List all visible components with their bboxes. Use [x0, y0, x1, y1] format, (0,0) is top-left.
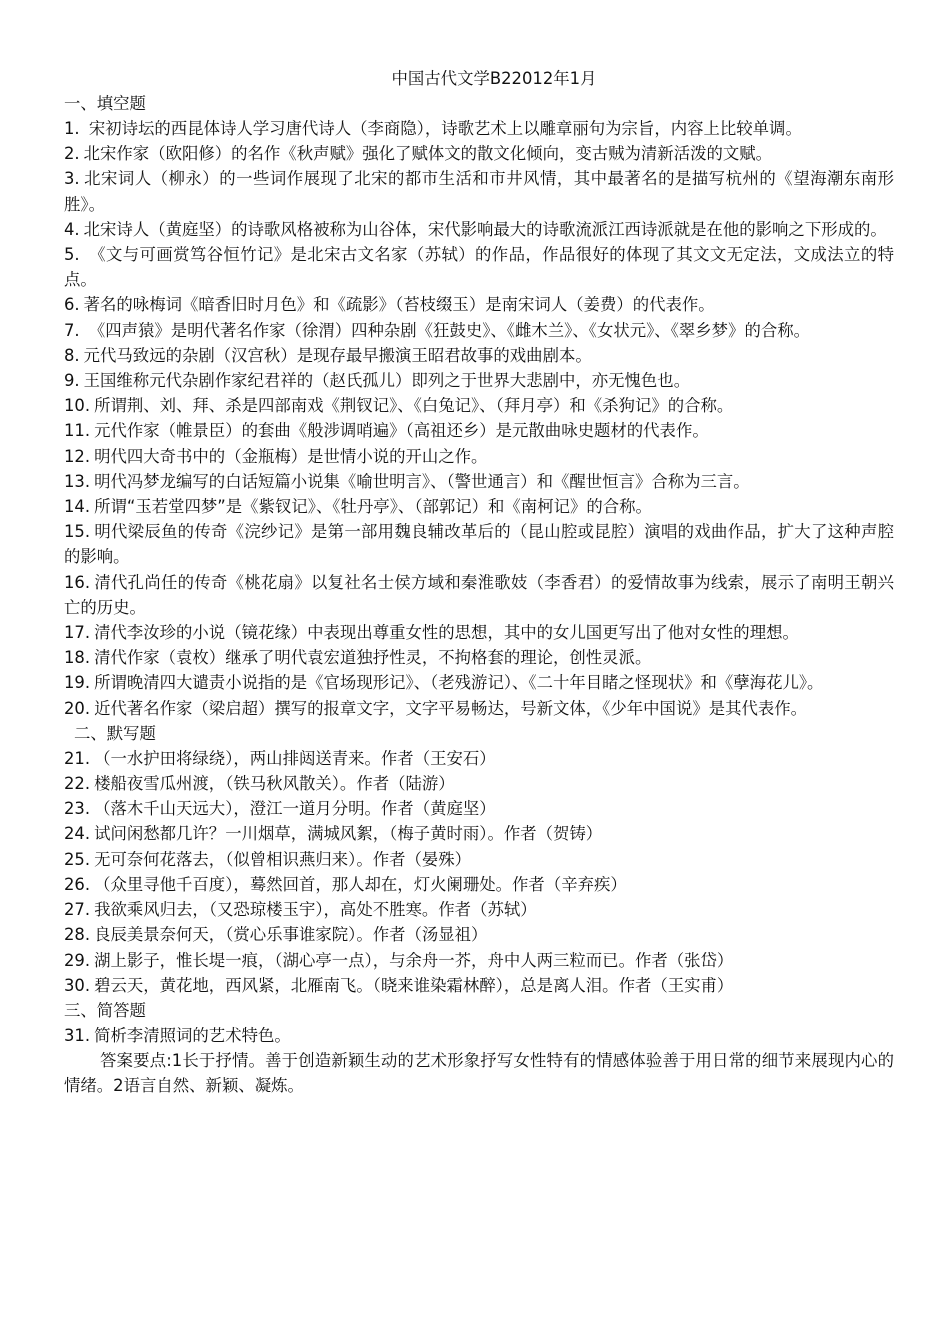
question-number: 7. [64, 320, 80, 340]
document-title: 中国古代文学B22012年1月 [391, 69, 597, 88]
question-item [64, 645, 894, 670]
question-item [64, 670, 894, 695]
question-item [64, 242, 894, 292]
question-number: 18. [64, 648, 91, 668]
question-item [64, 821, 894, 846]
question-text: 所谓晚清四大谴责小说指的是《官场现形记》、（老残游记）、《二十年目睹之怪现状》和《孽海花儿》。 [94, 673, 824, 693]
question-item [64, 292, 894, 317]
question-number: 31. [64, 1025, 91, 1045]
question-item [64, 696, 894, 721]
section-heading-dictation: 二、默写题 [74, 723, 156, 743]
question-number: 15. [64, 522, 91, 542]
question-item [64, 444, 894, 469]
question-number: 12. [64, 446, 91, 466]
section-heading-short: 三、简答题 [64, 1000, 146, 1020]
question-text: 所谓“玉若堂四梦”是《紫钗记》、《牡丹亭》、（部郭记）和《南柯记》的合称。 [94, 497, 652, 517]
section-heading-fill: 一、填空题 [64, 94, 146, 113]
question-text: 元代马致远的杂剧（汉宫秋）是现存最早搬演王昭君故事的戏曲剧本。 [83, 345, 592, 365]
question-number: 2. [64, 144, 80, 164]
question-number: 10. [64, 396, 91, 416]
question-item [64, 166, 894, 216]
document-page [64, 66, 894, 1099]
question-number: 27. [64, 900, 91, 920]
question-item [64, 1023, 894, 1048]
question-text: 宋初诗坛的西昆体诗人学习唐代诗人（李商隐），诗歌艺术上以雕章丽句为宗旨，内容上比较单调。 [83, 119, 802, 138]
dictation-list [64, 746, 894, 998]
question-item [64, 796, 894, 821]
question-item [64, 872, 894, 897]
question-number: 20. [64, 698, 91, 718]
question-item [64, 141, 894, 166]
question-text: 著名的咏梅词《暗香旧时月色》和《疏影》（苔枝缀玉）是南宋词人（姜费）的代表作。 [83, 295, 715, 315]
question-number: 8. [64, 345, 80, 365]
question-text: 湖上影子，惟长堤一痕，（湖心亭一点），与余舟一芥，舟中人两三粒而已。作者（张岱） [94, 950, 734, 970]
question-text: 北宋词人（柳永）的一些词作展现了北宋的都市生活和市井风情，其中最著名的是描写杭州的《望海潮东南形胜》。 [64, 169, 894, 214]
question-number: 23. [64, 799, 91, 819]
question-text: 清代作家（袁枚）继承了明代袁宏道独抒性灵，不拘格套的理论，创性灵派。 [94, 648, 652, 668]
question-number: 21. [64, 748, 91, 768]
question-text: 元代作家（帷景臣）的套曲《般涉调哨遍》（高祖还乡）是元散曲咏史题材的代表作。 [94, 421, 709, 441]
question-text: 简析李清照词的艺术特色。 [94, 1025, 291, 1045]
question-number: 28. [64, 925, 91, 945]
question-text: 楼船夜雪瓜州渡，（铁马秋风散关）。作者（陆游） [94, 774, 455, 794]
short-answer-list [64, 1023, 894, 1048]
question-text: 清代孔尚任的传奇《桃花扇》以复社名士侯方域和秦淮歌妓（李香君）的爱情故事为线索，展示了南明王朝兴亡的历史。 [64, 572, 894, 617]
question-item [64, 368, 894, 393]
question-text: 《文与可画赏笃谷恒竹记》是北宋古文名家（苏轼）的作品，作品很好的体现了其文文无定法，文成法立的特点。 [64, 245, 894, 290]
question-item [64, 973, 894, 998]
question-number: 6. [64, 295, 80, 315]
question-number: 13. [64, 471, 91, 491]
question-text: 北宋诗人（黄庭坚）的诗歌风格被称为山谷体，宋代影响最大的诗歌流派江西诗派就是在他的影响之下形成的。 [83, 219, 887, 239]
question-item [64, 469, 894, 494]
question-item [64, 318, 894, 343]
question-number: 11. [64, 421, 91, 441]
question-number: 14. [64, 497, 91, 517]
question-text: 清代李汝珍的小说（镜花缘）中表现出尊重女性的思想，其中的女儿国更写出了他对女性的理想。 [94, 623, 799, 643]
question-number: 16. [64, 572, 91, 592]
answer-paragraph: 答案要点:1长于抒情。善于创造新颖生动的艺术形象抒写女性特有的情感体验善于用日常的细节来展现内心的情绪。2语言自然、新颖、凝炼。 [64, 1051, 894, 1096]
question-item [64, 922, 894, 947]
question-number: 4. [64, 219, 80, 239]
question-text: 明代梁辰鱼的传奇《浣纱记》是第一部用魏良辅改革后的（昆山腔或昆腔）演唱的戏曲作品，扩大了这种声腔的影响。 [64, 522, 894, 567]
question-item [64, 620, 894, 645]
question-item [64, 116, 894, 141]
question-item [64, 570, 894, 620]
question-text: 试问闲愁都几许？一川烟草，满城风絮，（梅子黄时雨）。作者（贺铸） [94, 824, 603, 844]
question-item [64, 217, 894, 242]
question-text: 我欲乘风归去，（又恐琼楼玉宇），高处不胜寒。作者（苏轼） [94, 900, 537, 920]
question-text: 《四声猿》是明代著名作家（徐渭）四种杂剧《狂鼓史》、《雌木兰》、《女状元》、《翠乡梦》的合称。 [83, 320, 811, 340]
question-number: 25. [64, 849, 91, 869]
question-number: 29. [64, 950, 91, 970]
question-item [64, 494, 894, 519]
question-item [64, 393, 894, 418]
question-text: 明代冯梦龙编写的白话短篇小说集《喻世明言》、（警世通言）和《醒世恒言》合称为三言。 [94, 471, 750, 491]
question-item [64, 897, 894, 922]
question-item [64, 746, 894, 771]
question-number: 3. [64, 169, 80, 189]
question-number: 22. [64, 774, 91, 794]
question-text: 明代四大奇书中的（金瓶梅）是世情小说的开山之作。 [94, 446, 488, 466]
question-item [64, 418, 894, 443]
question-text: 无可奈何花落去，（似曾相识燕归来）。作者（晏殊） [94, 849, 472, 869]
question-item [64, 771, 894, 796]
question-text: 碧云天，黄花地，西风紧，北雁南飞。（晓来谁染霜林醉），总是离人泪。作者（王实甫） [94, 975, 734, 995]
question-text: 北宋作家（欧阳修）的名作《秋声赋》强化了赋体文的散文化倾向，变古贼为清新活泼的文赋。 [83, 144, 773, 164]
question-number: 19. [64, 673, 91, 693]
question-text: 良辰美景奈何天，（赏心乐事谁家院）。作者（汤显祖） [94, 925, 488, 945]
question-number: 24. [64, 824, 91, 844]
question-number: 17. [64, 623, 91, 643]
question-number: 1. [64, 119, 80, 138]
question-item [64, 847, 894, 872]
question-item [64, 519, 894, 569]
question-text: （落木千山天远大），澄江一道月分明。作者（黄庭坚） [94, 799, 496, 819]
question-text: 王国维称元代杂剧作家纪君祥的（赵氏孤儿）即列之于世界大悲剧中，亦无愧色也。 [83, 371, 691, 391]
question-text: （众里寻他千百度），蓦然回首，那人却在，灯火阑珊处。作者（辛弃疾） [94, 874, 627, 894]
fill-in-list [64, 116, 894, 721]
question-item [64, 948, 894, 973]
question-text: 所谓荆、刘、拜、杀是四部南戏《荆钗记》、《白兔记》、（拜月亭）和《杀狗记》的合称。 [94, 396, 734, 416]
question-item [64, 343, 894, 368]
question-text: （一水护田将绿绕），两山排闼送青来。作者（王安石） [94, 748, 496, 768]
question-text: 近代著名作家（梁启超）撰写的报章文字，文字平易畅达，号新文体，《少年中国说》是其代表作。 [94, 698, 808, 718]
question-number: 9. [64, 371, 80, 391]
question-number: 26. [64, 874, 91, 894]
question-number: 5. [64, 245, 80, 265]
question-number: 30. [64, 975, 91, 995]
